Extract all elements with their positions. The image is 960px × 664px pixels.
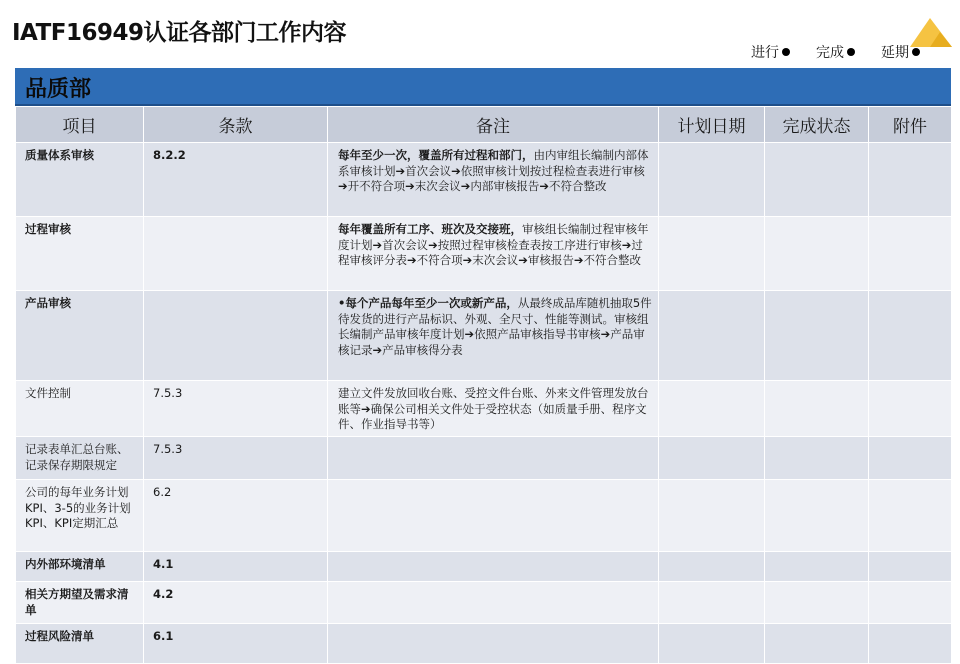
clause-cell: 7.5.3 [144,381,328,437]
clause-cell: 8.2.2 [144,143,328,217]
note-emphasis: 每年覆盖所有工序、班次及交接班， [338,222,522,236]
note-text: 由内审组长编制内部体系审核计划➔首次会议➔依照审核计划按过程检查表进行审核➔开不符合项➔末次会议➔内部审核报告➔不符合整改 [338,148,649,193]
note-cell [328,143,659,217]
attachment-cell[interactable] [869,437,952,480]
table-row [16,437,952,480]
column-header-attachment: 附件 [869,107,952,143]
plan-date-cell[interactable] [659,381,765,437]
note-cell [328,624,659,664]
table-row [16,291,952,381]
bullet-dot-icon [912,48,920,56]
attachment-cell[interactable] [869,143,952,217]
item-cell: 相关方期望及需求清单 [16,582,144,624]
attachment-cell[interactable] [869,552,952,582]
plan-date-cell[interactable] [659,552,765,582]
item-cell: 过程风险清单 [16,624,144,664]
column-header-clause: 条款 [144,107,328,143]
column-header-note: 备注 [328,107,659,143]
legend-label: 进行 [751,45,779,61]
bullet-dot-icon [847,48,855,56]
plan-date-cell[interactable] [659,437,765,480]
attachment-cell[interactable] [869,291,952,381]
note-text: 建立文件发放回收台账、受控文件台账、外来文件管理发放台账等➔确保公司相关文件处于受控状态（如质量手册、程序文件、作业指导书等） [338,386,649,431]
item-cell: 记录表单汇总台账、记录保存期限规定 [16,437,144,480]
section-title: 品质部 [25,77,92,102]
legend-complete [816,42,855,62]
page-title: IATF16949认证各部门工作内容 [12,20,346,46]
item-cell: 质量体系审核 [16,143,144,217]
note-text: 审核组长编制过程审核年度计划➔首次会议➔按照过程审核检查表按工序进行审核➔过程审核评分表➔不符合项➔末次会议➔审核报告➔不符合整改 [338,222,649,267]
note-text: 从最终成品库随机抽取5件待发货的进行产品标识、外观、全尺寸、性能等测试。审核组长编制产品审核年度计划➔依照产品审核指导书审核➔产品审核记录➔产品审核得分表 [338,296,652,357]
status-legend [751,42,920,62]
note-emphasis: •每个产品每年至少一次或新产品， [338,296,518,310]
attachment-cell[interactable] [869,624,952,664]
plan-date-cell[interactable] [659,217,765,291]
table-row [16,582,952,624]
attachment-cell[interactable] [869,582,952,624]
section-header [15,68,951,106]
plan-date-cell[interactable] [659,480,765,552]
clause-cell: 6.2 [144,480,328,552]
item-cell: 公司的每年业务计划KPI、3-5的业务计划KPI、KPI定期汇总 [16,480,144,552]
attachment-cell[interactable] [869,480,952,552]
mountain-logo-icon [908,14,954,48]
item-cell: 产品审核 [16,291,144,381]
plan-date-cell[interactable] [659,582,765,624]
note-cell [328,552,659,582]
table-row [16,217,952,291]
status-cell[interactable] [765,582,869,624]
item-cell: 过程审核 [16,217,144,291]
column-header-item: 项目 [16,107,144,143]
note-emphasis: 每年至少一次，覆盖所有过程和部门， [338,148,534,162]
plan-date-cell[interactable] [659,291,765,381]
clause-cell: 4.1 [144,552,328,582]
column-header-status: 完成状态 [765,107,869,143]
legend-in-progress [751,42,790,62]
plan-date-cell[interactable] [659,624,765,664]
plan-date-cell[interactable] [659,143,765,217]
table-header-row [16,107,952,143]
clause-cell: 6.1 [144,624,328,664]
attachment-cell[interactable] [869,217,952,291]
status-cell[interactable] [765,217,869,291]
status-cell[interactable] [765,480,869,552]
clause-cell: 4.2 [144,582,328,624]
item-cell: 文件控制 [16,381,144,437]
note-cell [328,437,659,480]
work-content-table [15,106,952,664]
bullet-dot-icon [782,48,790,56]
note-cell [328,217,659,291]
status-cell[interactable] [765,437,869,480]
clause-cell [144,217,328,291]
table-row [16,624,952,664]
table-row [16,480,952,552]
table-row [16,143,952,217]
legend-label: 延期 [881,45,909,61]
status-cell[interactable] [765,291,869,381]
table-row [16,381,952,437]
status-cell[interactable] [765,143,869,217]
note-cell [328,291,659,381]
item-cell: 内外部环境清单 [16,552,144,582]
attachment-cell[interactable] [869,381,952,437]
note-cell [328,582,659,624]
clause-cell [144,291,328,381]
table-row [16,552,952,582]
note-cell [328,480,659,552]
column-header-plan-date: 计划日期 [659,107,765,143]
status-cell[interactable] [765,381,869,437]
note-cell [328,381,659,437]
clause-cell: 7.5.3 [144,437,328,480]
legend-label: 完成 [816,45,844,61]
status-cell[interactable] [765,552,869,582]
status-cell[interactable] [765,624,869,664]
